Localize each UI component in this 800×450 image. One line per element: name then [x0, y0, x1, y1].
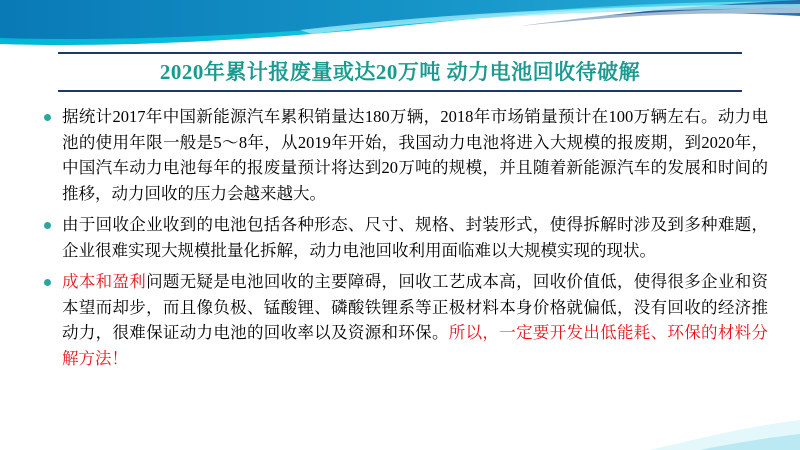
header-decoration	[0, 0, 800, 58]
paragraph-2-text: 由于回收企业收到的电池包括各种形态、尺寸、规格、封装形式，使得拆解时涉及到多种难题，企业很难实现大规模批量化拆解，动力电池回收利用面临难以大规模实现的现状。	[62, 215, 768, 260]
title-rule-bottom	[58, 90, 742, 92]
bullet-dot-icon	[44, 279, 51, 286]
page-title: 2020年累计报废量或达20万吨 动力电池回收待破解	[159, 60, 641, 84]
paragraph-3-highlight-tail: 所以，一定要开发出低能耗、环保的材料分解方法！	[62, 323, 769, 368]
bullet-dot-icon	[44, 222, 51, 229]
list-item	[38, 269, 768, 371]
paragraph-1	[62, 104, 768, 206]
paragraph-3-text: 问题无疑是电池回收的主要障碍，回收工艺成本高，回收价值低，使得很多企业和资本望而却步，而且像负极、锰酸锂、磷酸铁锂系等正极材料本身价格就偏低，没有回收的经济推动力，很难保证动力电池的回收率以及资源和环保。	[62, 272, 769, 342]
paragraph-2	[62, 212, 768, 263]
paragraph-3-highlight-lead: 成本和盈利	[62, 272, 147, 291]
header-swoosh-graphic	[0, 0, 800, 58]
list-item	[38, 212, 768, 263]
paragraph-1-text: 据统计2017年中国新能源汽车累积销量达180万辆，2018年市场销量预计在100万辆左右。动力电池的使用年限一般是5～8年，从2019年开始，我国动力电池将进入大规模的报废期，到2020年，中国汽车动力电池每年的报废量预计将达到20万吨的规模，并且随着新能源汽车的发展和时间的推移，动力回收的压力会越来越大。	[62, 107, 768, 203]
bullet-dot-icon	[44, 114, 51, 121]
paragraph-3	[62, 269, 768, 371]
footer-swoosh-graphic	[560, 380, 800, 450]
footer-decoration	[560, 380, 800, 450]
title-block	[0, 52, 800, 92]
list-item	[38, 104, 768, 206]
